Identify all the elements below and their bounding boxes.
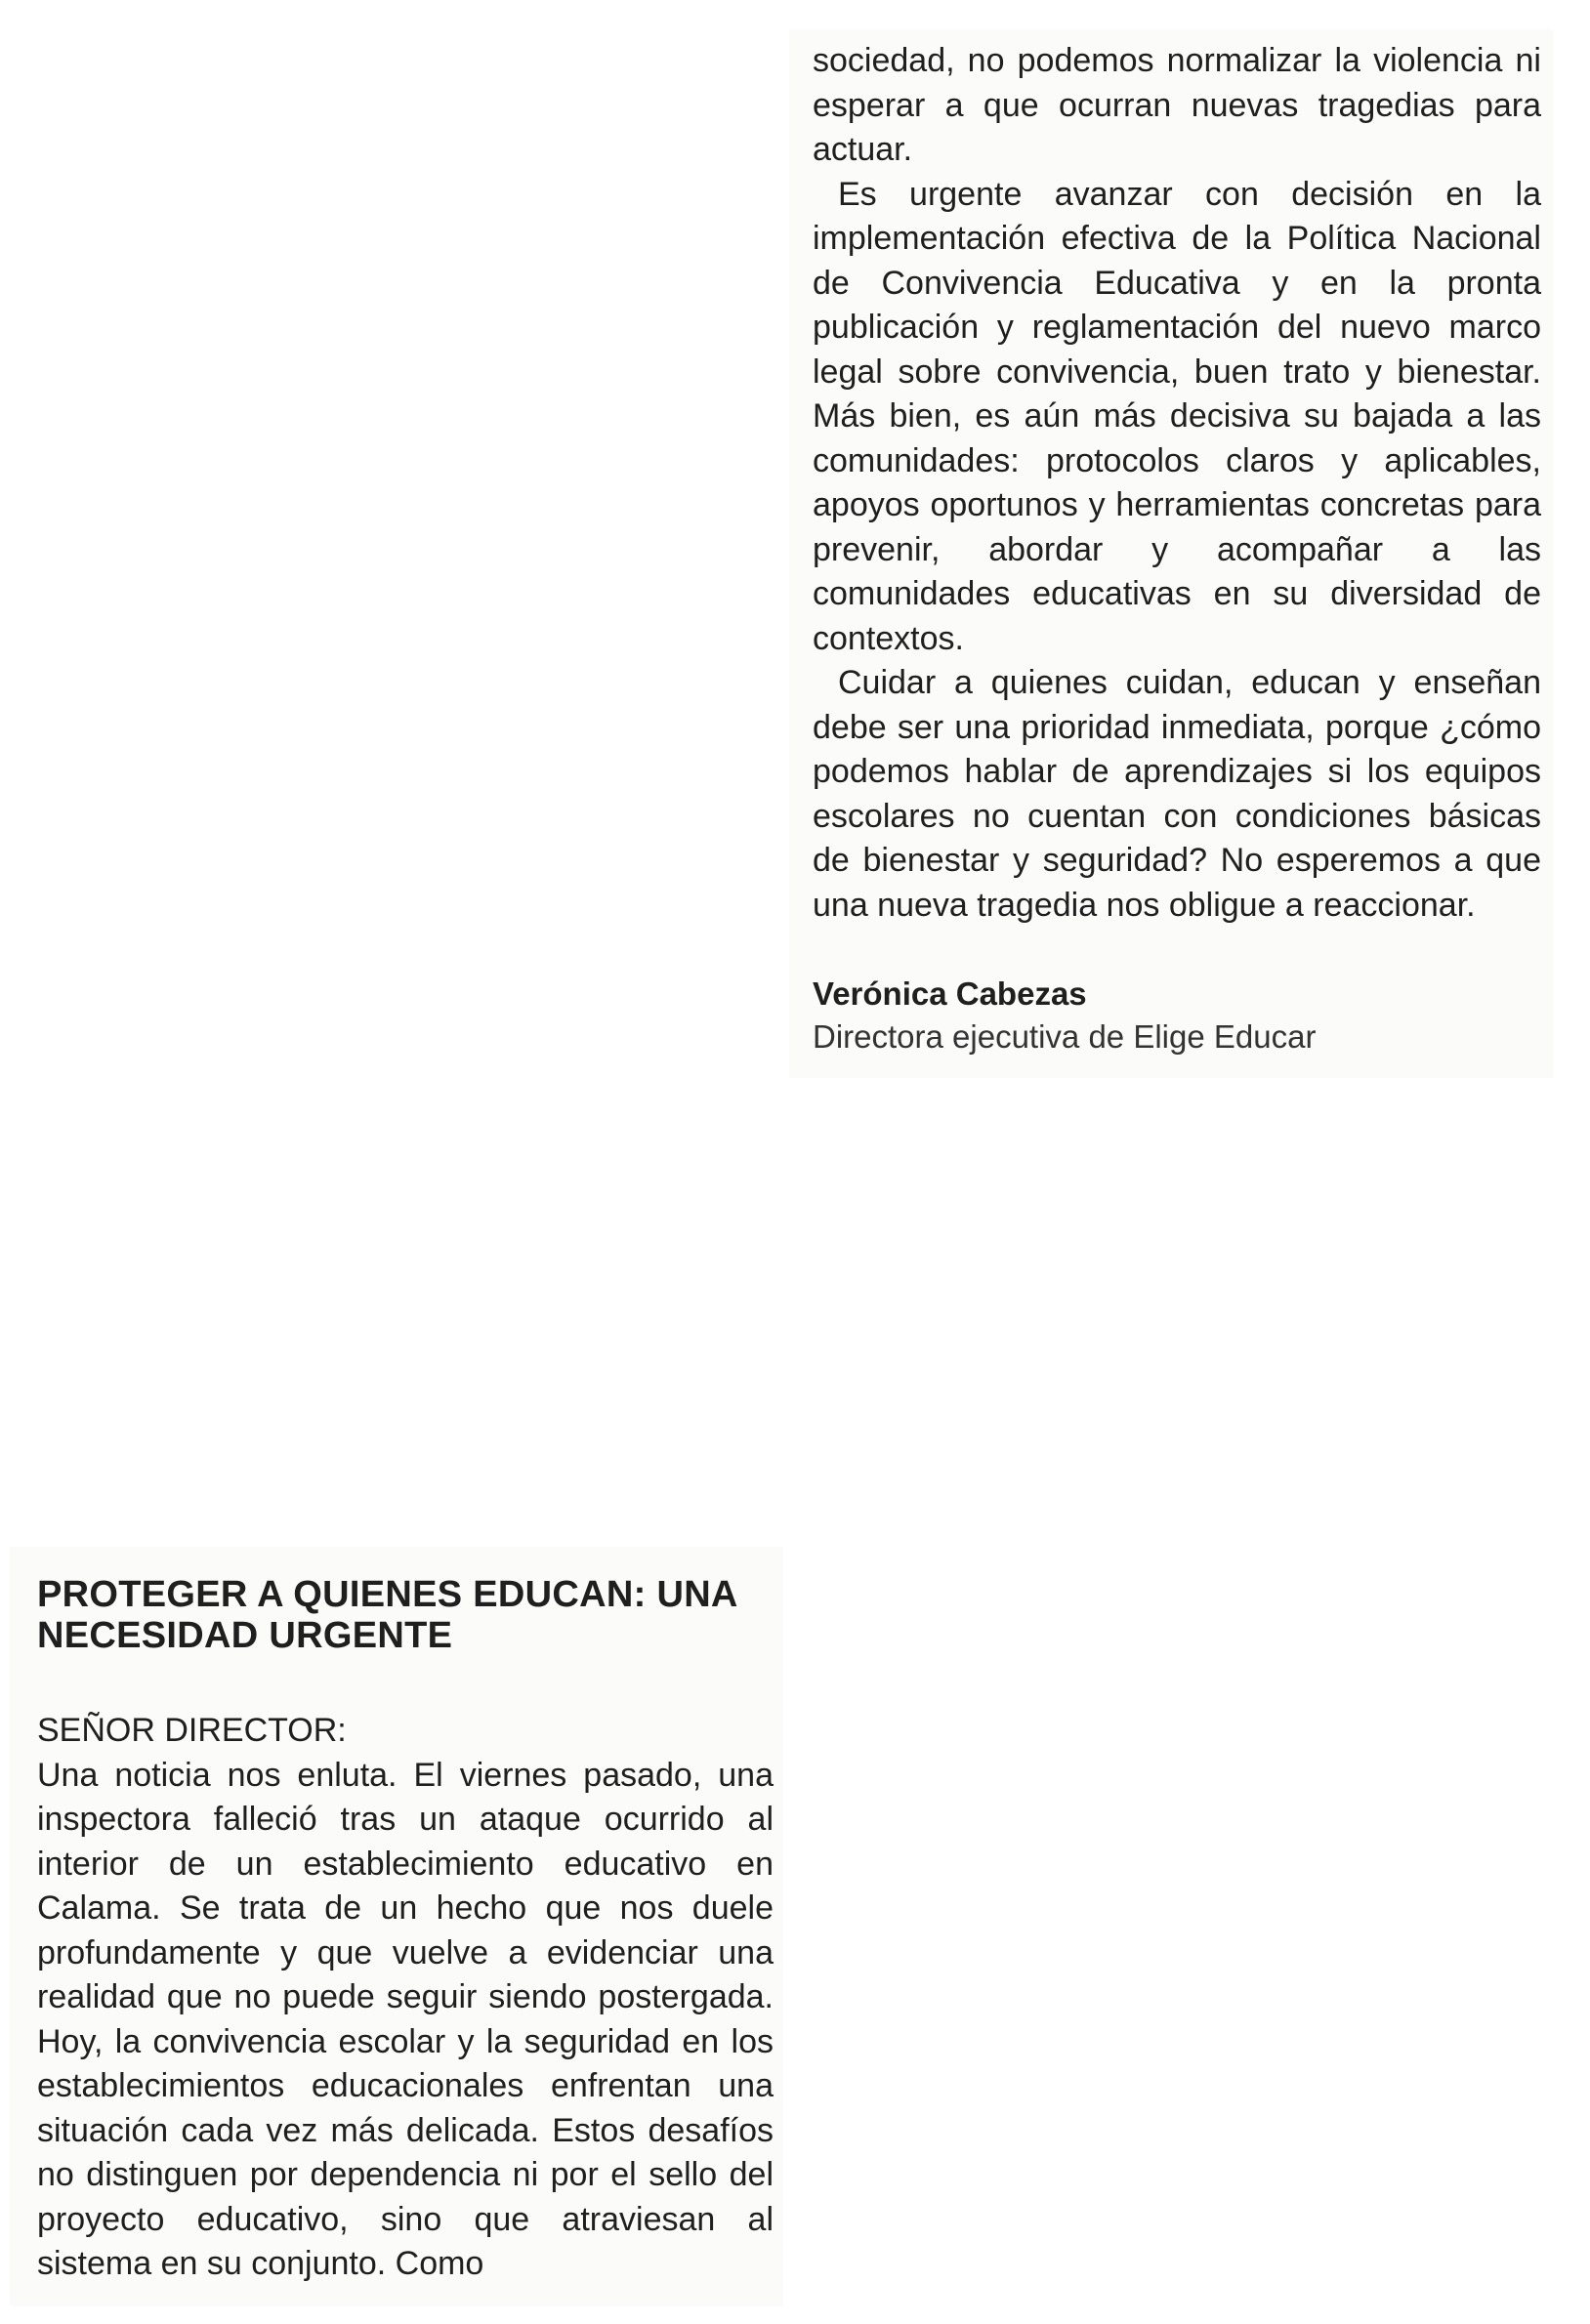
author-name: Verónica Cabezas (813, 975, 1087, 1012)
letter-start-column (10, 1547, 783, 2306)
author-role: Directora ejecutiva de Elige Educar (813, 1018, 1317, 1055)
body-paragraph-closing: Cuidar a quienes cuidan, educan y enseñan debe ser una prioridad inmediata, porque ¿cómo podemos hablar de aprendizajes si los equipos escolares no cuentan con condiciones básicas de bienestar y seguridad? No esperemos a que una nueva tragedia nos obligue a reaccionar. (813, 664, 1541, 924)
letter-continuation-column (789, 29, 1553, 1078)
body-paragraph-opening: Una noticia nos enluta. El viernes pasado, una inspectora falleció tras un ataque ocurrido al interior de un establecimiento educativo en Calama. Se trata de un hecho que nos duele profundamente y que vuelve a evidenciar una realidad que no puede seguir siendo postergada. Hoy, la convivencia escolar y la seguridad en los establecimientos educacionales enfrentan una situación cada vez más delicada. Estos desafíos no distinguen por dependencia ni por el sello del proyecto educativo, sino que atraviesan al sistema en su conjunto. Como (37, 1756, 774, 2282)
letter-headline: PROTEGER A QUIENES EDUCAN: UNA NECESIDAD URGENTE (37, 1574, 737, 1656)
letter-salutation: SEÑOR DIRECTOR: (37, 1712, 347, 1749)
signature-block (813, 973, 1541, 1058)
body-paragraph-continuation: sociedad, no podemos normalizar la violencia ni esperar a que ocurran nuevas tragedias para actuar. (813, 42, 1541, 168)
body-paragraph-policy: Es urgente avanzar con decisión en la implementación efectiva de la Política Nacional de Convivencia Educativa y en la pronta publicación y reglamentación del nuevo marco legal sobre convivencia, buen trato y bienestar. Más bien, es aún más decisiva su bajada a las comunidades: protocolos claros y aplicables, apoyos oportunos y herramientas concretas para prevenir, abordar y acompañar a las comunidades educativas en su diversidad de contextos. (813, 175, 1541, 657)
